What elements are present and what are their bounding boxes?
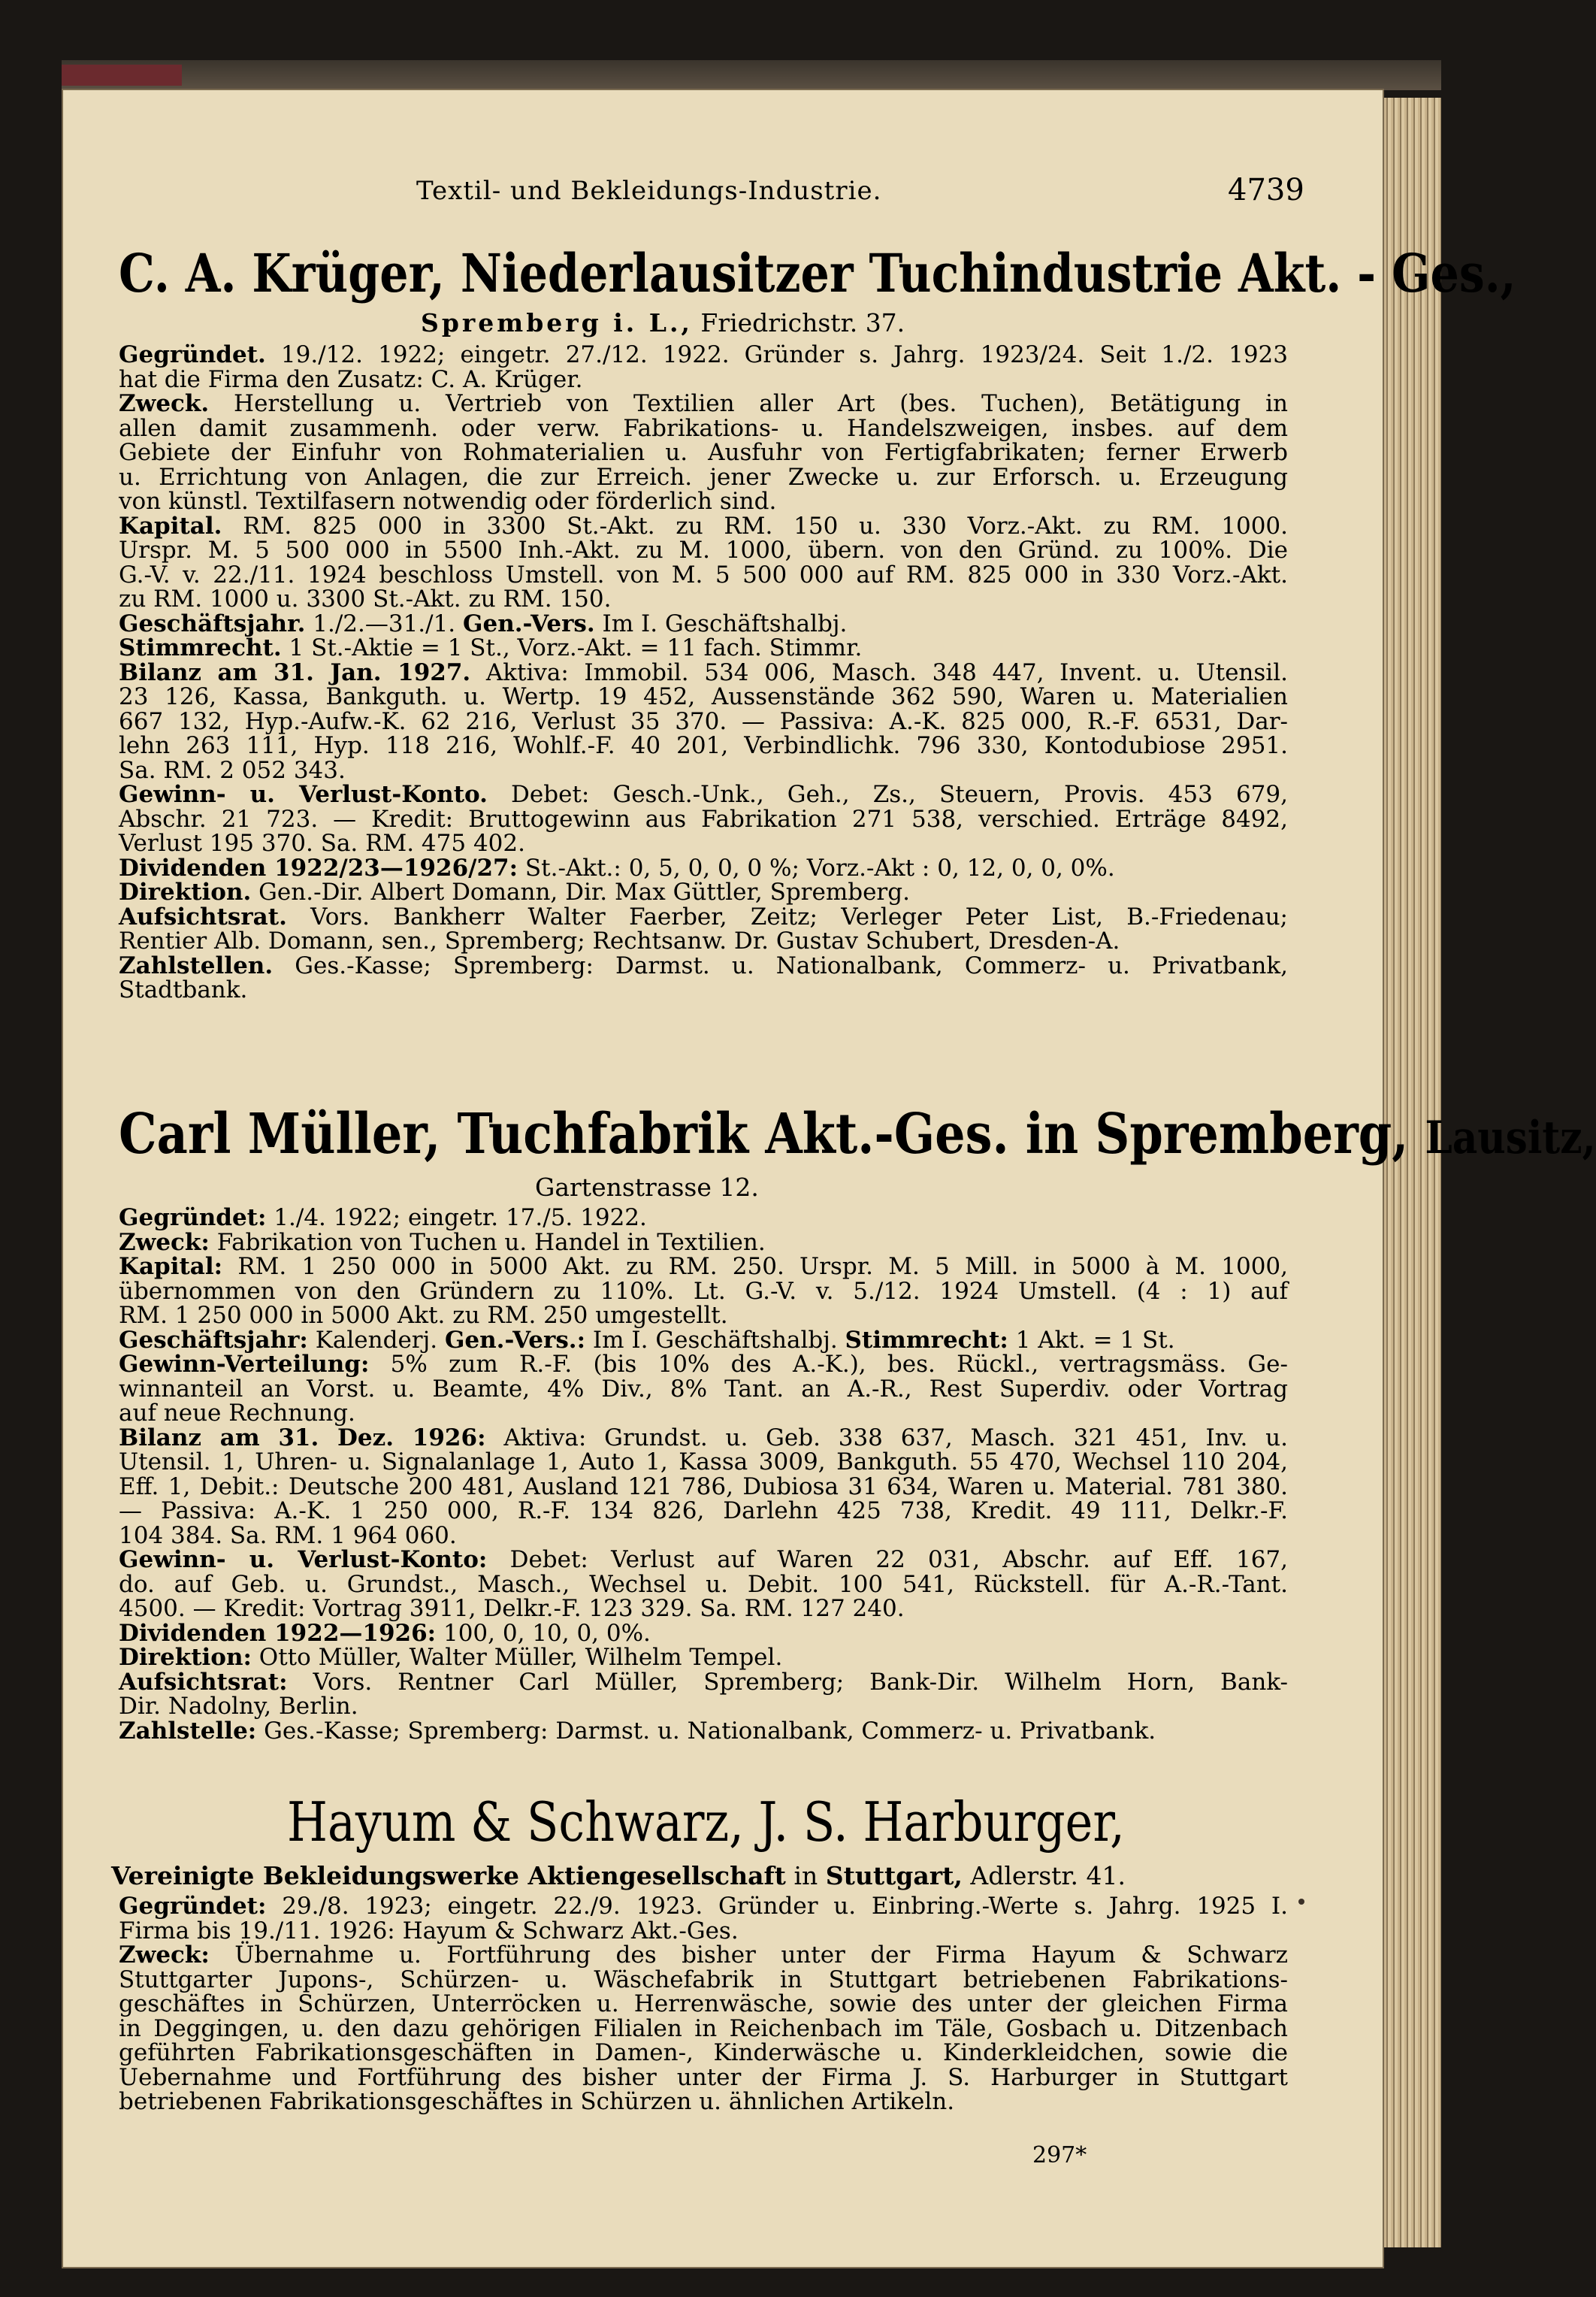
text-line: [119, 978, 1288, 1003]
section-text: 104 384. Sa. RM. 1 964 060.: [119, 1521, 457, 1549]
text-line: [119, 365, 1288, 393]
section-keyword: Zahlstellen.: [119, 952, 274, 979]
entry-3-subtitle-bold: Vereinigte Bekleidungswerke Aktiengesellschaft: [111, 1861, 786, 1890]
section-keyword: Aufsichtsrat.: [119, 903, 287, 931]
section-text: 23 126, Kassa, Bankguth. u. Wertp. 19 452, Aussenstände 362 590, Waren u. Materialien: [119, 683, 1288, 710]
section-text: Firma bis 19./11. 1926: Hayum & Schwarz Akt.-Ges.: [119, 1917, 739, 1944]
text-line: [119, 2090, 1288, 2114]
text-line: [119, 1450, 1288, 1475]
section-text: RM. 825 000 in 3300 St.-Akt. zu RM. 150 u. 330 Vorz.-Akt. zu RM. 1000.: [222, 512, 1288, 540]
text-line: [119, 1548, 1288, 1572]
text-line: [119, 1992, 1288, 2017]
entry-3-subtitle: [111, 1861, 1126, 1890]
section-text: 667 132, Hyp.-Aufw.-K. 62 216, Verlust 35 370. — Passiva: A.-K. 825 000, R.-F. 6531, Dar-: [119, 707, 1288, 735]
section-text: Stadtbank.: [119, 976, 248, 1003]
text-line: [119, 685, 1288, 710]
section-keyword: Gewinn- u. Verlust-Konto.: [119, 781, 488, 808]
section-text: Verlust 195 370. Sa. RM. 475 402.: [119, 830, 525, 857]
section-text: Aktiva: Immobil. 534 006, Masch. 348 447, Invent. u. Utensil.: [470, 658, 1288, 686]
text-line: [119, 1572, 1288, 1597]
text-line: [119, 563, 1288, 588]
section-text: 1./4. 1922; eingetr. 17./5. 1922.: [266, 1204, 647, 1231]
section-text: Fabrikation von Tuchen u. Handel in Textilien.: [209, 1228, 766, 1256]
entry-1-title: C. A. Krüger, Niederlausitzer Tuchindustrie Akt. - Ges.,: [119, 242, 1516, 304]
section-keyword: Direktion:: [119, 1644, 252, 1671]
text-line: [119, 1521, 1288, 1549]
text-line: [119, 612, 1288, 637]
text-line: [119, 758, 1288, 783]
section-text: Debet: Verlust auf Waren 22 031, Abschr. auf Eff. 167,: [487, 1546, 1288, 1573]
text-line: [119, 1401, 1288, 1426]
entry-2-body: [119, 1206, 1288, 1743]
section-keyword: Geschäftsjahr.: [119, 610, 306, 637]
section-text: Im I. Geschäftshalbj.: [594, 610, 848, 637]
text-line: [119, 2014, 1288, 2042]
section-text: G.-V. v. 22./11. 1924 beschloss Umstell. von M. 5 500 000 auf RM. 825 000 in 330 Vorz.-Akt.: [119, 561, 1288, 589]
text-line: [119, 1694, 1288, 1719]
section-text: — Passiva: A.-K. 1 250 000, R.-F. 134 826, Darlehn 425 738, Kredit. 49 111, Delkr.-F.: [119, 1497, 1288, 1524]
entry-1-location: [421, 308, 905, 337]
text-line: [119, 1254, 1288, 1279]
entry-1-address: Friedrichstr. 37.: [700, 308, 905, 337]
section-text: lehn 263 111, Hyp. 118 216, Wohlf.-F. 40 201, Verbindlichk. 796 330, Kontodubiose 2951.: [119, 732, 1288, 759]
entry-1-body: [119, 343, 1288, 1003]
text-line: [119, 1943, 1288, 1968]
section-keyword: Zweck:: [119, 1941, 210, 1969]
section-text: Gebiete der Einfuhr von Rohmaterialien u. Ausfuhr von Fertigfabrikaten; ferner Erwerb: [119, 439, 1288, 466]
section-text: 29./8. 1923; eingetr. 22./9. 1923. Gründer u. Einbring.-Werte s. Jahrg. 1925 I.: [266, 1893, 1288, 1920]
section-keyword: Kapital.: [119, 512, 222, 540]
section-text: von künstl. Textilfasern notwendig oder förderlich sind.: [119, 488, 777, 515]
text-line: [119, 587, 1288, 612]
section-text: St.-Akt.: 0, 5, 0, 0, 0 %; Vorz.-Akt : 0, 12, 0, 0, 0%.: [518, 854, 1115, 882]
section-text: 1 Akt. = 1 St.: [1008, 1326, 1175, 1354]
text-line: [119, 1352, 1288, 1377]
text-line: [119, 1670, 1288, 1695]
book-top-edge: [62, 60, 1441, 90]
page-stack-edge: [1384, 98, 1441, 2247]
section-text: Vors. Bankherr Walter Faerber, Zeitz; Verleger Peter List, B.-Friedenau;: [286, 903, 1288, 931]
text-line: [119, 1230, 1288, 1255]
section-text: Ges.-Kasse; Spremberg: Darmst. u. Nationalbank, Commerz- u. Privatbank,: [273, 952, 1288, 979]
section-text: Dir. Nadolny, Berlin.: [119, 1693, 358, 1720]
text-line: [119, 658, 1288, 686]
text-line: [119, 514, 1288, 539]
entry-2-title-tail: Lausitz,: [1425, 1112, 1596, 1164]
text-line: [119, 954, 1288, 979]
section-text: Ges.-Kasse; Spremberg: Darmst. u. Nationalbank, Commerz- u. Privatbank.: [256, 1717, 1156, 1745]
section-text: Stuttgarter Jupons-, Schürzen- u. Wäschefabrik in Stuttgart betriebenen Fabrikations-: [119, 1966, 1288, 1993]
text-line: [119, 1303, 1288, 1328]
section-text: zu RM. 1000 u. 3300 St.-Akt. zu RM. 150.: [119, 586, 612, 613]
text-line: [119, 1426, 1288, 1451]
text-line: [119, 1377, 1288, 1402]
section-keyword: Gegründet.: [119, 341, 266, 368]
text-line: [119, 343, 1288, 368]
text-line: [119, 1968, 1288, 1993]
text-line: [119, 1645, 1288, 1670]
text-line: [119, 1919, 1288, 1944]
running-head: Textil- und Bekleidungs-Industrie.: [416, 176, 882, 206]
section-text: 19./12. 1922; eingetr. 27./12. 1922. Gründer s. Jahrg. 1923/24. Seit 1./2. 1923: [265, 341, 1288, 368]
section-keyword: Dividenden 1922—1926:: [119, 1619, 437, 1647]
text-line: [119, 1719, 1288, 1744]
section-text: Eff. 1, Debit.: Deutsche 200 481, Ausland 121 786, Dubiosa 31 634, Waren u. Material. 781 380.: [119, 1472, 1288, 1500]
section-text: Vors. Rentner Carl Müller, Spremberg; Bank-Dir. Wilhelm Horn, Bank-: [287, 1668, 1288, 1696]
entry-3-body: [119, 1894, 1288, 2114]
section-text: Otto Müller, Walter Müller, Wilhelm Tempel.: [251, 1644, 783, 1671]
section-text: 1 St.-Aktie = 1 St., Vorz.-Akt. = 11 fach. Stimmr.: [281, 634, 863, 661]
section-keyword: Dividenden 1922/23—1926/27:: [119, 854, 518, 882]
section-text: Uebernahme und Fortführung des bisher unter der Firma J. S. Harburger in Stuttgart: [119, 2063, 1288, 2091]
section-text: hat die Firma den Zusatz: C. A. Krüger.: [119, 365, 583, 393]
text-line: [119, 2041, 1288, 2065]
section-text: do. auf Geb. u. Grundst., Masch., Wechsel u. Debit. 100 541, Rückstell. für A.-R.-Tant.: [119, 1570, 1288, 1598]
signature-mark: 297*: [1032, 2142, 1087, 2168]
text-line: [119, 1621, 1288, 1646]
text-line: [119, 905, 1288, 930]
section-keyword: Gewinn-Verteilung:: [119, 1351, 370, 1378]
section-keyword: Stimmrecht.: [119, 634, 282, 661]
section-keyword: Gewinn- u. Verlust-Konto:: [119, 1546, 488, 1573]
text-line: [119, 929, 1288, 954]
section-text: Debet: Gesch.-Unk., Geh., Zs., Steuern, Provis. 453 679,: [487, 781, 1288, 808]
text-line: [119, 707, 1288, 735]
section-text: 1./2.—31./1.: [305, 610, 464, 637]
text-line: [119, 416, 1288, 441]
section-keyword: Kapital:: [119, 1253, 223, 1280]
section-keyword: Zweck:: [119, 1228, 210, 1256]
text-line: [119, 1596, 1288, 1621]
section-keyword: Bilanz am 31. Jan. 1927.: [119, 658, 471, 686]
text-line: [119, 782, 1288, 807]
section-text: Abschr. 21 723. — Kredit: Bruttogewinn aus Fabrikation 271 538, verschied. Erträge 8492,: [119, 805, 1288, 833]
section-keyword: Aufsichtsrat:: [119, 1668, 288, 1696]
section-text: 100, 0, 10, 0, 0%.: [436, 1619, 651, 1647]
text-line: [119, 1894, 1288, 1919]
entry-1-city: Spremberg i. L.,: [421, 308, 693, 337]
text-line: [119, 465, 1288, 490]
section-keyword: Gen.-Vers.: [463, 610, 595, 637]
section-text: Im I. Geschäftshalbj.: [585, 1326, 845, 1354]
section-text: 4500. — Kredit: Vortrag 3911, Delkr.-F. 123 329. Sa. RM. 127 240.: [119, 1595, 905, 1622]
entry-2-address: Gartenstrasse 12.: [535, 1173, 759, 1202]
text-line: [119, 538, 1288, 563]
text-line: [119, 856, 1288, 881]
section-text: u. Errichtung von Anlagen, die zur Erreich. jener Zwecke u. zur Erforsch. u. Erzeugung: [119, 463, 1288, 491]
section-keyword: Stimmrecht:: [845, 1326, 1008, 1354]
red-marker: [62, 65, 182, 86]
section-keyword: Gegründet:: [119, 1893, 267, 1920]
text-line: [119, 440, 1288, 465]
entry-3-city: Stuttgart,: [825, 1861, 963, 1890]
section-text: RM. 1 250 000 in 5000 Akt. zu RM. 250 umgestellt.: [119, 1302, 728, 1329]
section-keyword: Geschäftsjahr:: [119, 1326, 308, 1354]
text-line: [119, 1499, 1288, 1524]
text-line: [119, 831, 1288, 856]
section-text: 5% zum R.-F. (bis 10% des A.-K.), bes. Rückl., vertragsmäss. Ge-: [369, 1351, 1288, 1378]
section-text: betriebenen Fabrikationsgeschäftes in Schürzen u. ähnlichen Artikeln.: [119, 2088, 955, 2115]
section-text: übernommen von den Gründern zu 110%. Lt. G.-V. v. 5./12. 1924 Umstell. (4 : 1) auf: [119, 1277, 1288, 1305]
text-line: [119, 489, 1288, 514]
section-text: geschäftes in Schürzen, Unterröcken u. Herrenwäsche, sowie des unter der gleichen Firma: [119, 1990, 1288, 2017]
section-text: in Deggingen, u. den dazu gehörigen Filialen in Reichenbach im Täle, Gosbach u. Ditzenbach: [119, 2014, 1288, 2042]
section-keyword: Zweck.: [119, 390, 210, 417]
section-text: Gen.-Dir. Albert Domann, Dir. Max Güttler, Spremberg.: [251, 879, 910, 906]
section-text: Sa. RM. 2 052 343.: [119, 756, 346, 784]
text-line: [119, 807, 1288, 832]
section-text: winnanteil an Vorst. u. Beamte, 4% Div., 8% Tant. an A.-R., Rest Superdiv. oder Vortrag: [119, 1375, 1288, 1403]
section-text: geführten Fabrikationsgeschäften in Damen-, Kinderwäsche u. Kinderkleidchen, sowie die: [119, 2039, 1288, 2066]
section-keyword: Direktion.: [119, 879, 252, 906]
page-number: 4739: [1228, 173, 1304, 207]
text-line: [119, 1206, 1288, 1230]
text-line: [119, 392, 1288, 416]
document-page: [62, 89, 1596, 2268]
section-keyword: Zahlstelle:: [119, 1717, 257, 1745]
section-text: RM. 1 250 000 in 5000 Akt. zu RM. 250. Urspr. M. 5 Mill. in 5000 à M. 1000,: [222, 1253, 1288, 1280]
section-keyword: Gen.-Vers.:: [444, 1326, 586, 1354]
margin-dot: [1298, 1899, 1304, 1905]
section-text: Herstellung u. Vertrieb von Textilien aller Art (bes. Tuchen), Betätigung in: [209, 390, 1288, 417]
text-line: [119, 1328, 1288, 1353]
section-text: Rentier Alb. Domann, sen., Spremberg; Rechtsanw. Dr. Gustav Schubert, Dresden-A.: [119, 928, 1120, 955]
text-line: [119, 1279, 1288, 1304]
entry-3-address: Adlerstr. 41.: [970, 1861, 1126, 1890]
section-keyword: Gegründet:: [119, 1204, 267, 1231]
section-text: Urspr. M. 5 500 000 in 5500 Inh.-Akt. zu M. 1000, übern. von den Gründ. zu 100%. Die: [119, 537, 1288, 564]
section-keyword: Bilanz am 31. Dez. 1926:: [119, 1424, 486, 1451]
section-text: auf neue Rechnung.: [119, 1400, 355, 1427]
section-text: Übernahme u. Fortführung des bisher unter der Firma Hayum & Schwarz: [209, 1941, 1288, 1969]
entry-2-title: [119, 1102, 1596, 1167]
text-line: [119, 2065, 1288, 2090]
entry-3-subtitle-in: in: [793, 1861, 818, 1890]
section-text: Kalenderj.: [307, 1326, 445, 1354]
section-text: Aktiva: Grundst. u. Geb. 338 637, Masch. 321 451, Inv. u.: [485, 1424, 1288, 1451]
entry-3-title: Hayum & Schwarz, J. S. Harburger,: [287, 1790, 1125, 1854]
text-line: [119, 636, 1288, 661]
text-line: [119, 1472, 1288, 1500]
section-text: Utensil. 1, Uhren- u. Signalanlage 1, Auto 1, Kassa 3009, Bankguth. 55 470, Wechsel 110 204,: [119, 1448, 1288, 1475]
section-text: allen damit zusammenh. oder verw. Fabrikations- u. Handelszweigen, insbes. auf dem: [119, 414, 1288, 442]
entry-2-title-main: Carl Müller, Tuchfabrik Akt.-Ges. in Spremberg,: [119, 1102, 1409, 1167]
text-line: [119, 880, 1288, 905]
text-line: [119, 734, 1288, 758]
